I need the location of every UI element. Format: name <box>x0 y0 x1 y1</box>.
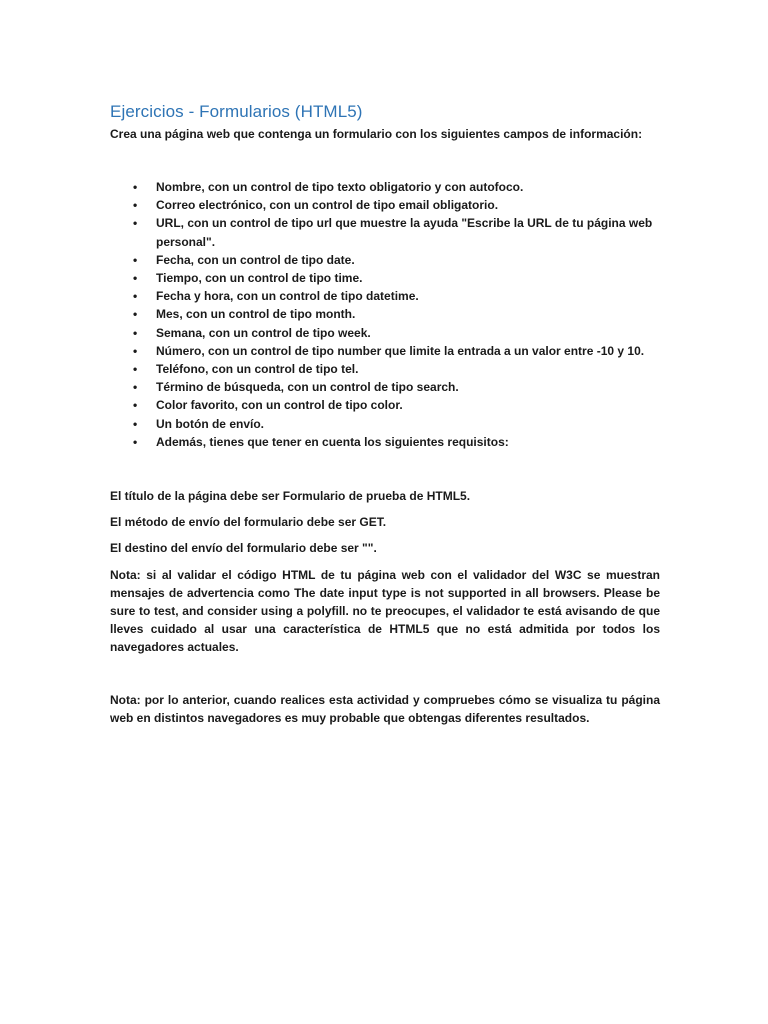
list-item-text: Número, con un control de tipo number que limite la entrada a un valor entre -10 y 10. <box>156 343 645 358</box>
bullet-icon: • <box>133 325 138 340</box>
list-item-text: Un botón de envío. <box>156 416 264 431</box>
bullet-icon: • <box>133 398 138 413</box>
bullet-icon: • <box>133 216 138 231</box>
list-item-text: Color favorito, con un control de tipo color. <box>156 398 403 413</box>
paragraph-action: El destino del envío del formulario debe ser "". <box>110 541 377 556</box>
list-item-text: Mes, con un control de tipo month. <box>156 307 356 322</box>
list-item-text: Semana, con un control de tipo week. <box>156 325 371 340</box>
list-item-text: Nombre, con un control de tipo texto obligatorio y con autofoco. <box>156 180 524 194</box>
bullet-icon: • <box>133 380 138 395</box>
list-item-text: Teléfono, con un control de tipo tel. <box>156 362 359 377</box>
list-item-text: Correo electrónico, con un control de tipo email obligatorio. <box>156 198 499 213</box>
list-item <box>110 196 660 214</box>
list-item-text: Fecha, con un control de tipo date. <box>156 252 355 267</box>
list-item <box>110 360 660 378</box>
list-item <box>110 433 660 451</box>
list-item <box>110 342 660 360</box>
document-content <box>110 101 660 727</box>
list-item <box>110 396 660 414</box>
list-item-text: Además, tienes que tener en cuenta los siguientes requisitos: <box>156 434 509 449</box>
requirements-list <box>110 178 660 451</box>
list-item <box>110 378 660 396</box>
list-item-text: Término de búsqueda, con un control de tipo search. <box>156 380 459 395</box>
paragraph-note-validator: Nota: si al validar el código HTML de tu página web con el validador del W3C se muestran mensajes de advertencia como The date input type is not supported in all browsers. Please be sure to test, and consider using a polyfill. no te preocupes, el validador te está avisando de que lleves cuidado al usar una característica de HTML5 que no está admitida por todos los navegadores actuales. <box>110 567 660 655</box>
paragraph-method: El método de envío del formulario debe ser GET. <box>110 515 387 530</box>
bullet-icon: • <box>133 180 138 194</box>
list-item <box>110 269 660 287</box>
list-item <box>110 178 660 196</box>
list-item-text: Fecha y hora, con un control de tipo datetime. <box>156 289 419 304</box>
list-item <box>110 415 660 433</box>
list-item <box>110 324 660 342</box>
paragraph-note-browsers: Nota: por lo anterior, cuando realices esta actividad y compruebes cómo se visualiza tu página web en distintos navegadores es muy probable que obtengas diferentes resultados. <box>110 692 660 725</box>
paragraph-page-title: El título de la página debe ser Formulario de prueba de HTML5. <box>110 489 471 504</box>
bullet-icon: • <box>133 343 138 358</box>
bullet-icon: • <box>133 307 138 322</box>
bullet-icon: • <box>133 416 138 431</box>
bullet-icon: • <box>133 434 138 449</box>
bullet-icon: • <box>133 271 138 286</box>
bullet-icon: • <box>133 289 138 304</box>
list-item-text: Tiempo, con un control de tipo time. <box>156 271 363 286</box>
document-title: Ejercicios - Formularios (HTML5) <box>110 102 363 121</box>
list-item <box>110 214 660 250</box>
bullet-icon: • <box>133 198 138 213</box>
bullet-icon: • <box>133 252 138 267</box>
list-item <box>110 251 660 269</box>
list-item <box>110 287 660 305</box>
bullet-icon: • <box>133 362 138 377</box>
list-item-text: URL, con un control de tipo url que muestre la ayuda "Escribe la URL de tu página web personal". <box>156 216 653 249</box>
list-item <box>110 305 660 323</box>
intro-text: Crea una página web que contenga un formulario con los siguientes campos de información: <box>110 127 643 141</box>
